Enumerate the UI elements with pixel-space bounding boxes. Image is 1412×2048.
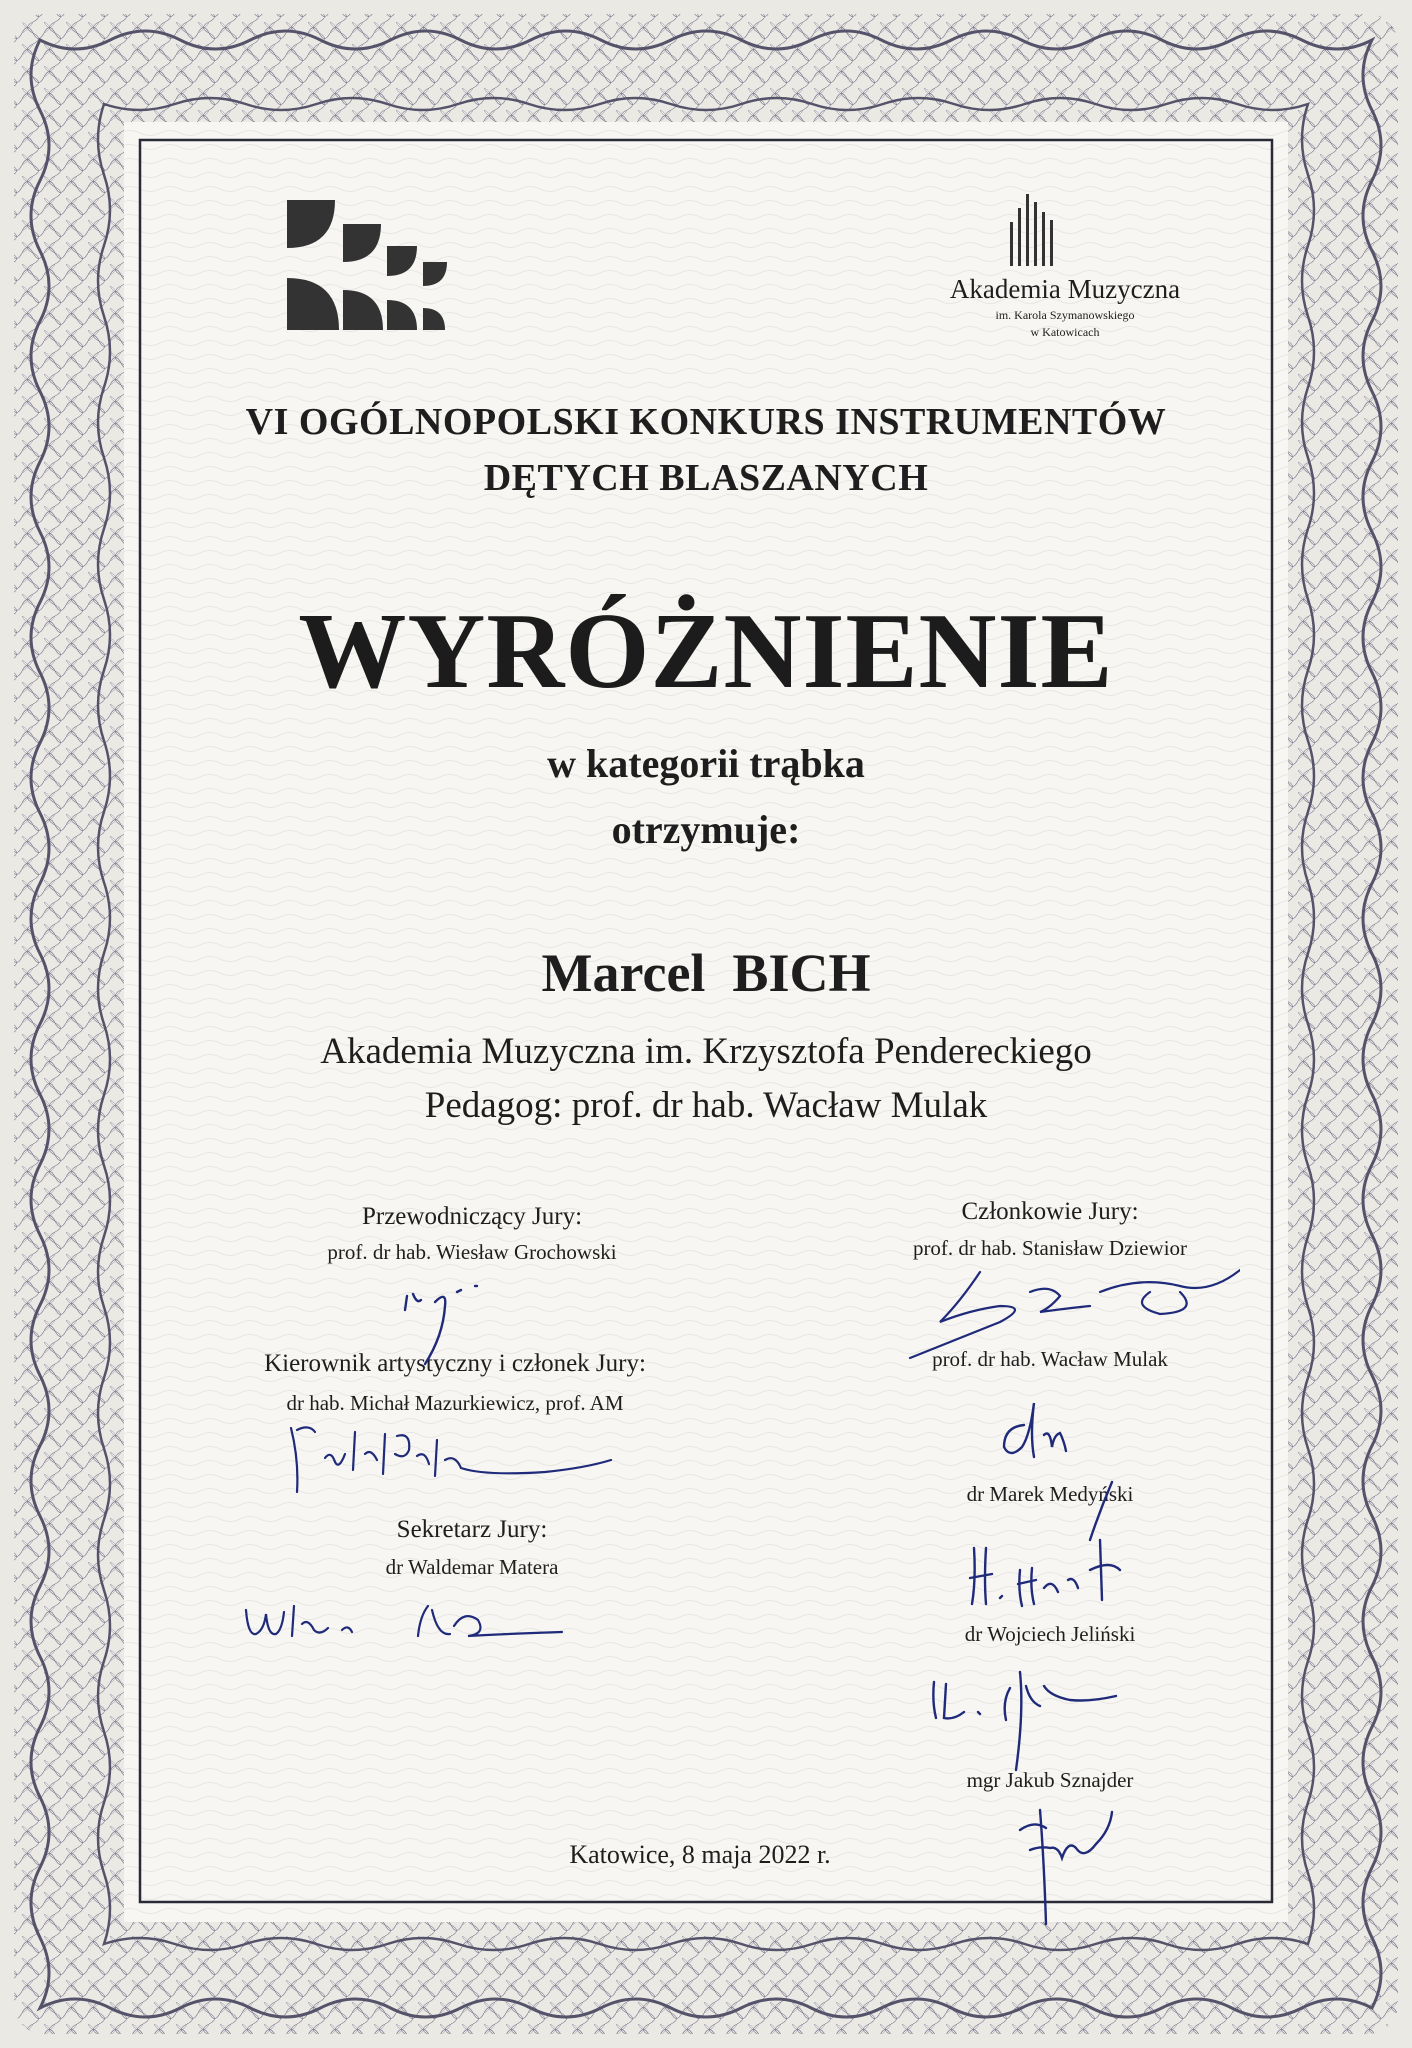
jury-members-role: Członkowie Jury: — [961, 1198, 1139, 1225]
competition-title-line1: VI OGÓLNOPOLSKI KONKURS INSTRUMENTÓW — [245, 401, 1167, 443]
jury-chair-role: Przewodniczący Jury: — [361, 1203, 583, 1230]
signature-member-5 — [1000, 1800, 1130, 1930]
signature-member-4 — [920, 1662, 1120, 1772]
signature-member-3 — [960, 1480, 1140, 1630]
recipient-teacher: Pedagog: prof. dr hab. Wacław Mulak — [424, 1085, 988, 1126]
signature-member-2 — [990, 1395, 1100, 1475]
jury-member-name: dr Wojciech Jeliński — [964, 1622, 1136, 1646]
award-receives: otrzymuje: — [611, 807, 801, 852]
award-category: w kategorii trąbka — [547, 741, 865, 786]
competition-logo — [285, 196, 460, 332]
jury-member-name: dr Marek Medyński — [966, 1482, 1134, 1506]
signature-secretary — [242, 1596, 572, 1656]
recipient-school: Akademia Muzyczna im. Krzysztofa Pendereckiego — [320, 1031, 1092, 1072]
signature-director — [285, 1420, 615, 1500]
academy-logo-line3: w Katowicach — [1030, 325, 1100, 339]
jury-chair-name: prof. dr hab. Wiesław Grochowski — [327, 1240, 617, 1264]
signature-member-1 — [880, 1262, 1240, 1362]
jury-member-name: prof. dr hab. Wacław Mulak — [932, 1347, 1168, 1371]
jury-member-name: prof. dr hab. Stanisław Dziewior — [912, 1236, 1188, 1260]
academy-logo-line2: im. Karola Szymanowskiego — [995, 308, 1135, 322]
jury-director-role: Kierownik artystyczny i członek Jury: — [264, 1350, 646, 1377]
jury-secretary-role: Sekretarz Jury: — [396, 1516, 548, 1543]
place-date: Katowice, 8 maja 2022 r. — [569, 1840, 831, 1869]
award-title: WYRÓŻNIENIE — [298, 592, 1114, 711]
competition-title-line2: DĘTYCH BLASZANYCH — [483, 457, 929, 499]
signature-chair — [395, 1280, 515, 1370]
recipient-name: Marcel BICH — [541, 943, 871, 1003]
jury-secretary-name: dr Waldemar Matera — [385, 1555, 559, 1579]
jury-director-name: dr hab. Michał Mazurkiewicz, prof. AM — [286, 1391, 624, 1415]
jury-member-name: mgr Jakub Sznajder — [966, 1768, 1134, 1792]
academy-logo-icon — [1008, 190, 1058, 268]
academy-logo-name: Akademia Muzyczna — [949, 274, 1181, 304]
